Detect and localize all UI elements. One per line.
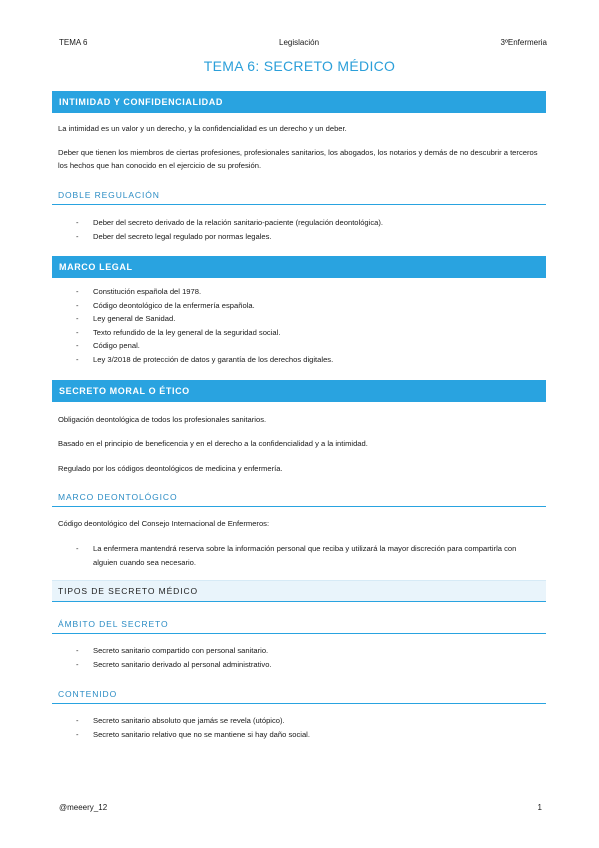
list-item: - Texto refundido de la ley general de la seguridad social.	[76, 326, 333, 340]
paragraph-intimidad-valor: La intimidad es un valor y un derecho, y la confidencialidad es un derecho y un deber.	[58, 124, 347, 133]
header-course: 3ºEnfermeria	[500, 38, 547, 47]
subsection-heading-marco-deontologico: MARCO DEONTOLÓGICO	[52, 490, 546, 507]
footer-author: @meeery_12	[59, 803, 108, 812]
page-number: 1	[537, 803, 542, 812]
list-item: - Ley 3/2018 de protección de datos y garantía de los derechos digitales.	[76, 353, 333, 367]
list-item: - Secreto sanitario compartido con personal sanitario.	[76, 644, 272, 658]
list-item: - Deber del secreto legal regulado por normas legales.	[76, 230, 383, 244]
list-contenido	[76, 714, 310, 741]
header-subject: Legislación	[279, 38, 320, 47]
page-title: TEMA 6: SECRETO MÉDICO	[203, 58, 396, 74]
list-item: - Deber del secreto derivado de la relación sanitario-paciente (regulación deontológica).	[76, 216, 383, 230]
paragraph-regulado: Regulado por los códigos deontológicos de medicina y enfermería.	[58, 464, 283, 473]
section-heading-marco-legal: MARCO LEGAL	[52, 256, 546, 278]
paragraph-basado: Basado en el principio de beneficencia y en el derecho a la confidencialidad y a la intimidad.	[58, 439, 368, 448]
list-marco-legal	[76, 285, 333, 366]
subsection-heading-ambito: ÁMBITO DEL SECRETO	[52, 617, 546, 634]
subsection-heading-contenido: CONTENIDO	[52, 687, 546, 704]
list-item: - Secreto sanitario relativo que no se mantiene si hay daño social.	[76, 728, 310, 742]
list-doble-regulacion	[76, 216, 383, 243]
list-item: - Código penal.	[76, 339, 333, 353]
list-ambito	[76, 644, 272, 671]
paragraph-codigo-cie: Código deontológico del Consejo Internacional de Enfermeros:	[58, 519, 270, 528]
section-heading-secreto-moral: SECRETO MORAL O ÉTICO	[52, 380, 546, 402]
quote-enfermera: - La enfermera mantendrá reserva sobre la información personal que reciba y utilizará la mayor discreción para compartirla con alguien cuando sea necesario.	[76, 542, 542, 570]
list-item: - Secreto sanitario derivado al personal administrativo.	[76, 658, 272, 672]
list-item: - Código deontológico de la enfermería española.	[76, 299, 333, 313]
section-heading-intimidad: INTIMIDAD Y CONFIDENCIALIDAD	[52, 91, 546, 113]
list-item: - Constitución española del 1978.	[76, 285, 333, 299]
paragraph-obligacion: Obligación deontológica de todos los profesionales sanitarios.	[58, 415, 267, 424]
section-heading-tipos-secreto: TIPOS DE SECRETO MÉDICO	[52, 580, 546, 602]
paragraph-deber-profesiones: Deber que tienen los miembros de ciertas profesiones, profesionales sanitarios, los abogados, los notarios y demás de no descubrir a terceros los hechos que han conocido en el ejercicio de su profesión.	[58, 148, 538, 170]
header-topic: TEMA 6	[59, 38, 88, 47]
list-item: - Ley general de Sanidad.	[76, 312, 333, 326]
subsection-heading-doble-regulacion: DOBLE REGULACIÓN	[52, 188, 546, 205]
list-item: - Secreto sanitario absoluto que jamás se revela (utópico).	[76, 714, 310, 728]
